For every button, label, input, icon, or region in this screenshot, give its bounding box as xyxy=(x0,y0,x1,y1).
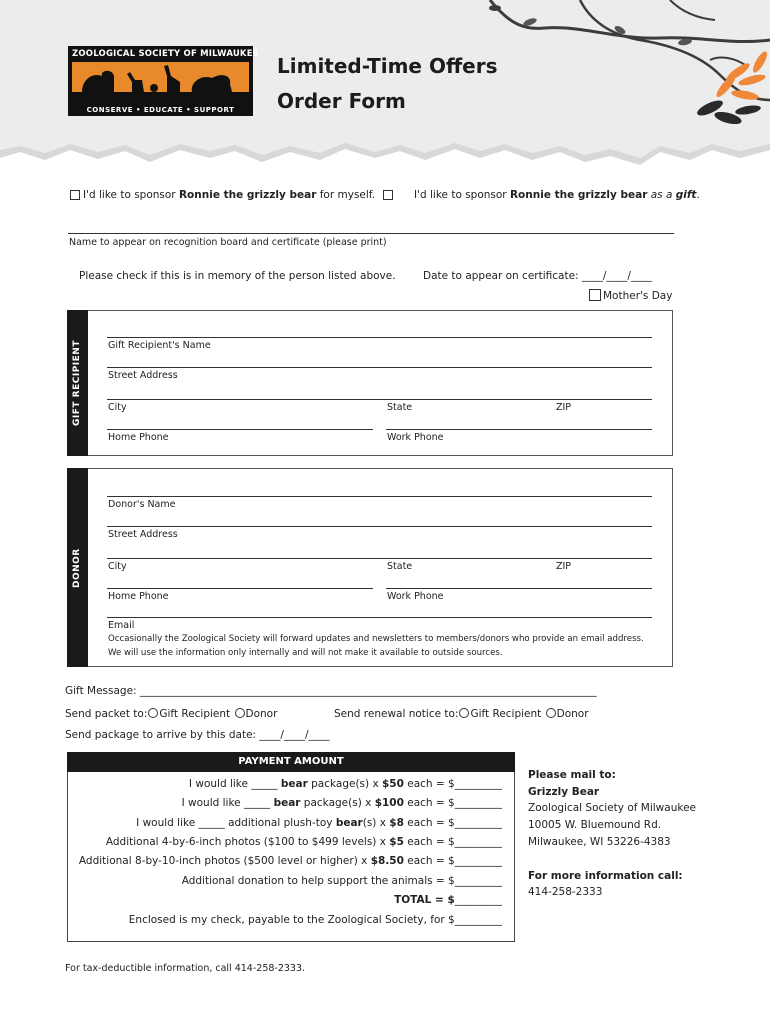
donor-zip-label: ZIP xyxy=(556,561,572,572)
donor-street-label: Street Address xyxy=(108,529,178,540)
mail-to-recipient: Grizzly Bear xyxy=(528,786,600,798)
gift-recipient-city-input[interactable] xyxy=(107,399,652,400)
gift-recipient-name-input[interactable] xyxy=(107,337,652,338)
mothers-day-checkbox[interactable] xyxy=(589,289,601,301)
payment-heading: PAYMENT AMOUNT xyxy=(67,752,515,772)
send-renewal-donor-label: Donor xyxy=(556,708,589,720)
gift-recipient-street-label: Street Address xyxy=(108,370,178,381)
payment-row-bear-100[interactable]: I would like _____ bear package(s) x $100 each = $_________ xyxy=(181,797,502,809)
info-heading: For more information call: xyxy=(528,870,683,882)
send-renewal-row xyxy=(334,708,589,720)
sponsor-self-label: I'd like to sponsor Ronnie the grizzly bear for myself. xyxy=(83,189,376,201)
send-renewal-recipient-radio[interactable] xyxy=(459,708,469,718)
donor-name-input[interactable] xyxy=(107,496,652,497)
donor-home-phone-label: Home Phone xyxy=(108,591,169,602)
mothers-day-label: Mother's Day xyxy=(603,290,673,302)
sponsor-self-checkbox[interactable] xyxy=(70,190,80,200)
vine-leaves-illustration xyxy=(470,0,770,150)
gift-recipient-city-label: City xyxy=(108,402,127,413)
gift-recipient-sidebar xyxy=(67,310,88,456)
gift-recipient-home-phone-input[interactable] xyxy=(107,429,373,430)
email-note-line1: Occasionally the Zoological Society will forward updates and newsletters to members/donors who provide an email address. xyxy=(108,634,644,644)
gift-recipient-name-label: Gift Recipient's Name xyxy=(108,340,211,351)
donor-home-phone-input[interactable] xyxy=(107,588,373,589)
payment-total-row[interactable]: TOTAL = $_________ xyxy=(394,894,502,906)
send-packet-label: Send packet to: xyxy=(65,708,148,720)
donor-name-label: Donor's Name xyxy=(108,499,176,510)
gift-recipient-heading: GIFT RECIPIENT xyxy=(72,340,82,426)
donor-state-label: State xyxy=(387,561,413,572)
donor-heading: DONOR xyxy=(72,548,82,588)
logo-name: ZOOLOGICAL SOCIETY OF MILWAUKEE xyxy=(72,49,259,59)
tax-deductible-footer: For tax-deductible information, call 414-258-2333. xyxy=(65,963,306,974)
gift-recipient-home-phone-label: Home Phone xyxy=(108,432,169,443)
mail-to-heading: Please mail to: xyxy=(528,769,616,781)
donor-city-label: City xyxy=(108,561,127,572)
send-packet-donor-label: Donor xyxy=(245,708,278,720)
payment-row-plush-toy[interactable]: I would like _____ additional plush-toy bear(s) x $8 each = $_________ xyxy=(136,817,502,829)
send-renewal-recipient-label: Gift Recipient xyxy=(470,708,542,720)
payment-row-4x6-photos[interactable]: Additional 4-by-6-inch photos ($100 to $499 levels) x $5 each = $_________ xyxy=(105,836,502,848)
donor-email-label: Email xyxy=(108,620,135,631)
donor-sidebar xyxy=(67,468,88,667)
arrive-by-date-field[interactable]: Send package to arrive by this date: ____/____/____ xyxy=(65,729,330,741)
payment-enclosed-row[interactable]: Enclosed is my check, payable to the Zoological Society, for $_________ xyxy=(128,914,502,926)
info-phone: 414-258-2333 xyxy=(528,886,603,898)
logo-tagline: CONSERVE • EDUCATE • SUPPORT xyxy=(86,106,235,114)
send-packet-donor-radio[interactable] xyxy=(235,708,245,718)
donor-street-input[interactable] xyxy=(107,526,652,527)
mail-to-org: Zoological Society of Milwaukee xyxy=(528,802,696,814)
send-packet-recipient-radio[interactable] xyxy=(148,708,158,718)
email-note-line2: We will use the information only internally and will not make it available to outside sources. xyxy=(108,648,503,658)
mail-to-street: 10005 W. Bluemound Rd. xyxy=(528,819,662,831)
send-renewal-donor-radio[interactable] xyxy=(546,708,556,718)
donor-email-input[interactable] xyxy=(107,617,652,618)
sponsor-gift-label: I'd like to sponsor Ronnie the grizzly bear as a gift. xyxy=(414,189,700,201)
page-title-line1: Limited-Time Offers xyxy=(277,54,498,78)
gift-recipient-street-input[interactable] xyxy=(107,367,652,368)
sponsor-gift-checkbox[interactable] xyxy=(383,190,393,200)
gift-message-field[interactable]: Gift Message: _______________________________________________________________________________________ xyxy=(65,685,597,697)
certificate-date-field[interactable]: Date to appear on certificate: ____/____/____ xyxy=(423,270,652,282)
donor-work-phone-input[interactable] xyxy=(386,588,652,589)
page-title-line2: Order Form xyxy=(277,89,406,113)
send-renewal-label: Send renewal notice to: xyxy=(334,708,459,720)
recognition-name-label: Name to appear on recognition board and certificate (please print) xyxy=(69,237,387,248)
payment-row-8x10-photos[interactable]: Additional 8-by-10-inch photos ($500 level or higher) x $8.50 each = $_________ xyxy=(78,855,502,867)
donor-work-phone-label: Work Phone xyxy=(387,591,444,602)
zoological-society-logo xyxy=(68,46,259,116)
donor-city-input[interactable] xyxy=(107,558,652,559)
payment-row-bear-50[interactable]: I would like _____ bear package(s) x $50 each = $_________ xyxy=(188,778,502,790)
gift-recipient-zip-label: ZIP xyxy=(556,402,572,413)
payment-row-donation[interactable]: Additional donation to help support the animals = $_________ xyxy=(181,875,502,887)
gift-recipient-work-phone-input[interactable] xyxy=(386,429,652,430)
send-packet-row xyxy=(65,708,277,720)
send-packet-recipient-label: Gift Recipient xyxy=(159,708,231,720)
gift-recipient-state-label: State xyxy=(387,402,413,413)
memory-label: Please check if this is in memory of the person listed above. xyxy=(79,270,396,282)
gift-recipient-work-phone-label: Work Phone xyxy=(387,432,444,443)
mail-to-city: Milwaukee, WI 53226-4383 xyxy=(528,836,671,848)
recognition-name-line[interactable] xyxy=(68,233,674,234)
savanna-animals-icon xyxy=(72,62,249,100)
